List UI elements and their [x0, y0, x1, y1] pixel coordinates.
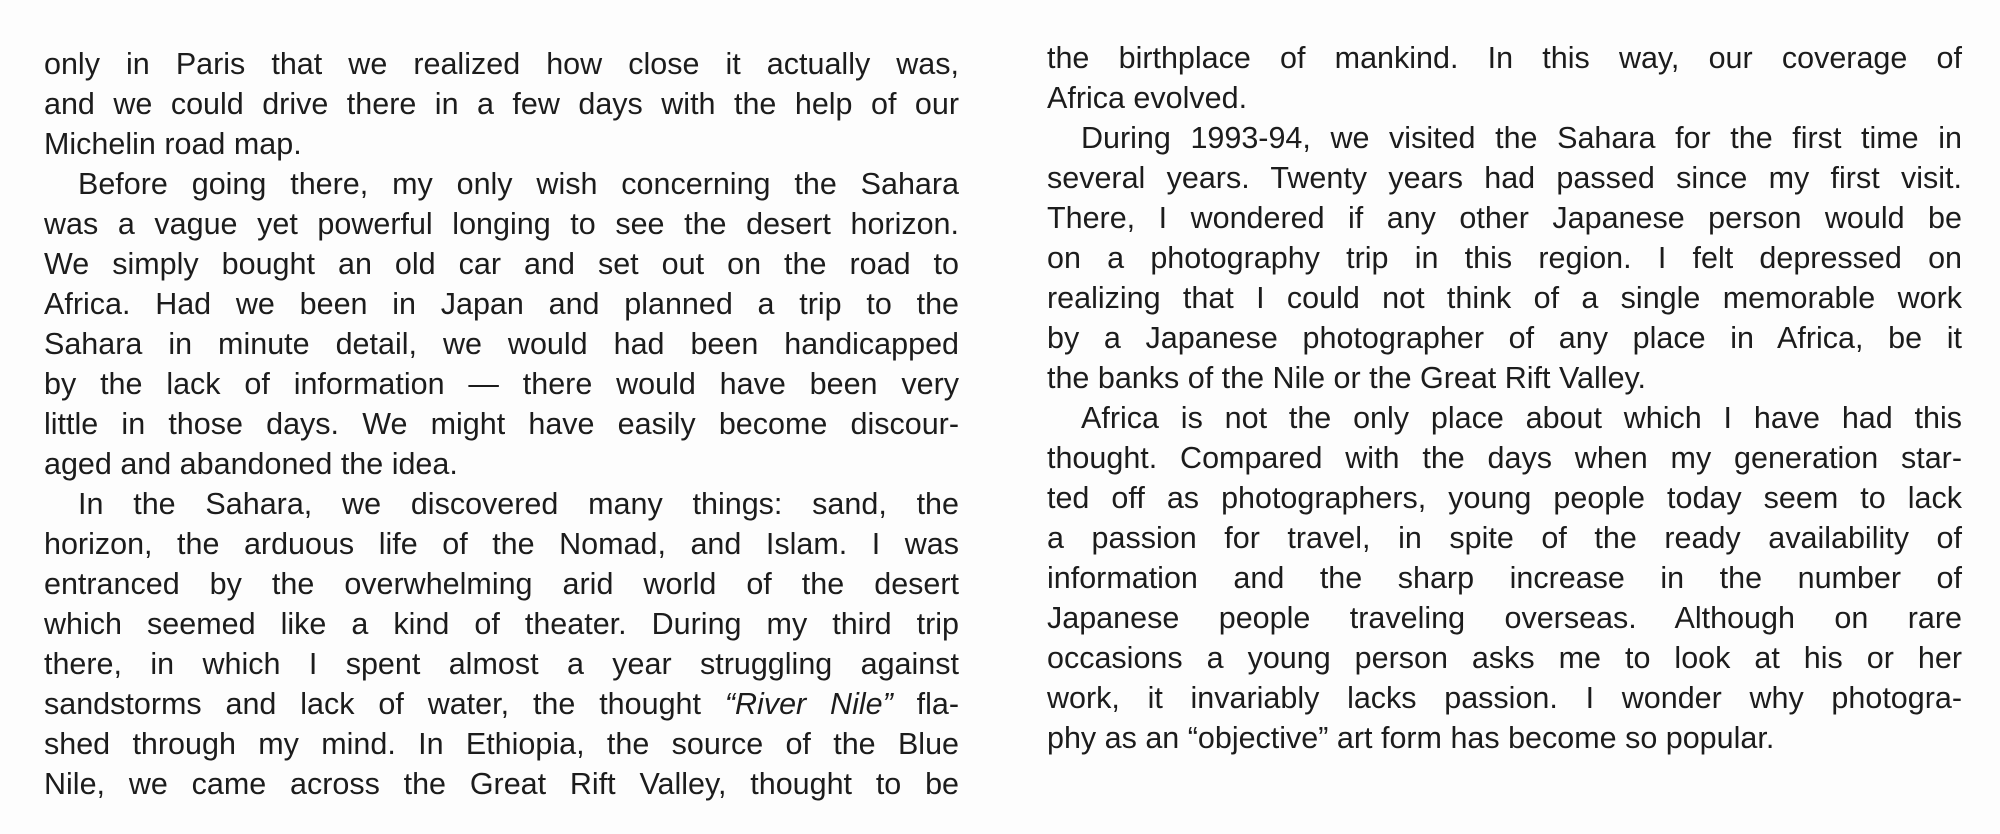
- text-line: there, in which I spent almost a year struggling against: [44, 647, 959, 681]
- text-line: Africa evolved.: [1047, 81, 1248, 115]
- text-line: realizing that I could not think of a single memorable work: [1047, 281, 1962, 315]
- text-line: [44, 684, 959, 724]
- text-line: During 1993-94, we visited the Sahara for the first time in: [1081, 121, 1962, 155]
- text-line: thought. Compared with the days when my generation star-: [1047, 441, 1962, 475]
- text-line: Michelin road map.: [44, 127, 302, 161]
- text-line: by a Japanese photographer of any place in Africa, be it: [1047, 321, 1962, 355]
- text-line: occasions a young person asks me to look at his or her: [1047, 641, 1962, 675]
- text-line: the banks of the Nile or the Great Rift Valley.: [1047, 361, 1646, 395]
- text-line: information and the sharp increase in the number of: [1047, 561, 1962, 595]
- italic-phrase: “River Nile”: [724, 687, 893, 721]
- right-text-column: [1047, 38, 1962, 758]
- text-line: only in Paris that we realized how close it actually was,: [44, 47, 959, 81]
- text-line: horizon, the arduous life of the Nomad, and Islam. I was: [44, 527, 959, 561]
- text-line: shed through my mind. In Ethiopia, the source of the Blue: [44, 727, 959, 761]
- text-line: Africa is not the only place about which I have had this: [1081, 401, 1962, 435]
- text-line: and we could drive there in a few days with the help of our: [44, 87, 959, 121]
- text-line: a passion for travel, in spite of the ready availability of: [1047, 521, 1962, 555]
- text-line: was a vague yet powerful longing to see the desert horizon.: [44, 207, 959, 241]
- text-line: phy as an “objective” art form has become so popular.: [1047, 721, 1775, 755]
- text-line: the birthplace of mankind. In this way, our coverage of: [1047, 41, 1962, 75]
- text-segment: fla-: [892, 687, 960, 721]
- text-line: There, I wondered if any other Japanese person would be: [1047, 201, 1962, 235]
- text-line: In the Sahara, we discovered many things: sand, the: [78, 487, 959, 521]
- text-line: Africa. Had we been in Japan and planned a trip to the: [44, 287, 959, 321]
- text-line: Japanese people traveling overseas. Although on rare: [1047, 601, 1962, 635]
- left-text-column: [44, 44, 959, 804]
- text-line: which seemed like a kind of theater. During my third trip: [44, 607, 959, 641]
- text-line: Nile, we came across the Great Rift Valley, thought to be: [44, 767, 959, 801]
- text-line: several years. Twenty years had passed since my first visit.: [1047, 161, 1962, 195]
- text-line: We simply bought an old car and set out on the road to: [44, 247, 959, 281]
- text-line: work, it invariably lacks passion. I wonder why photogra-: [1047, 681, 1962, 715]
- text-line: Sahara in minute detail, we would had been handicapped: [44, 327, 959, 361]
- text-line: on a photography trip in this region. I felt depressed on: [1047, 241, 1962, 275]
- text-line: entranced by the overwhelming arid world of the desert: [44, 567, 959, 601]
- text-line: little in those days. We might have easily become discour-: [44, 407, 959, 441]
- text-line: Before going there, my only wish concerning the Sahara: [78, 167, 959, 201]
- text-line: ted off as photographers, young people today seem to lack: [1047, 481, 1962, 515]
- text-line: by the lack of information — there would have been very: [44, 367, 959, 401]
- text-segment: sandstorms and lack of water, the thought: [44, 687, 725, 721]
- text-line: aged and abandoned the idea.: [44, 447, 458, 481]
